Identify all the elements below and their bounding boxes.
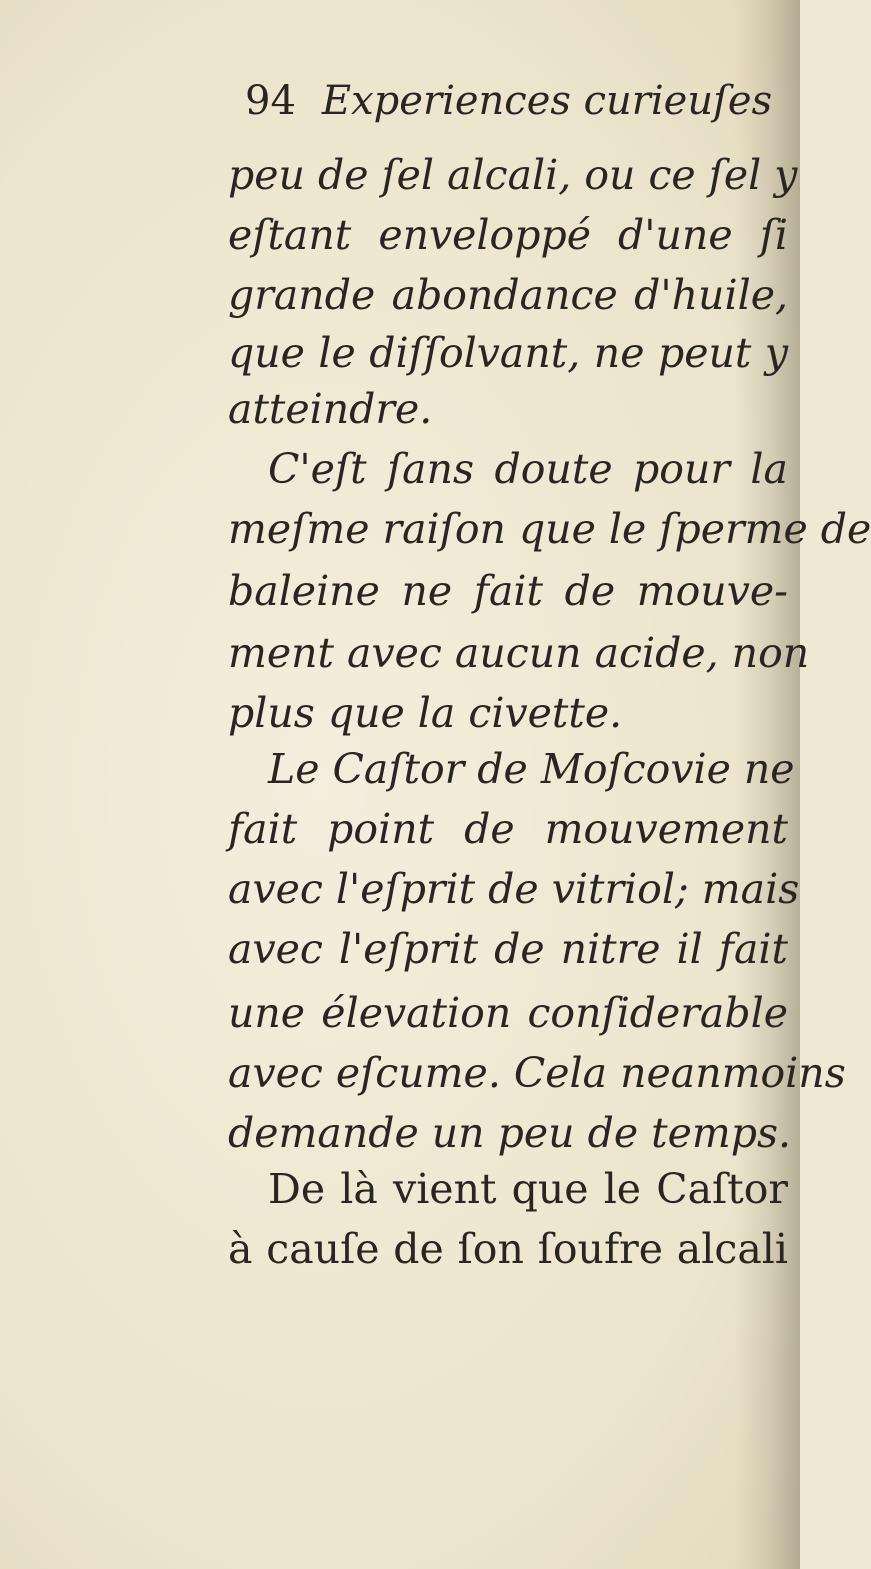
- page-header: [245, 78, 773, 138]
- text-line: eſtant enveloppé d'une ſi: [228, 211, 788, 259]
- text-line: une élevation conſiderable: [228, 989, 788, 1037]
- text-line: à cauſe de ſon ſoufre alcali: [228, 1225, 788, 1273]
- text-line: que le diſſolvant, ne peut y: [228, 329, 788, 377]
- text-line: De là vient que le Caſtor: [268, 1165, 788, 1213]
- text-line: fait point de mouvement: [228, 805, 788, 853]
- text-line: avec eſcume. Cela neanmoins: [228, 1049, 846, 1097]
- text-line: C'eſt ſans doute pour la: [268, 445, 788, 493]
- text-line: Le Caſtor de Moſcovie ne: [268, 745, 795, 793]
- text-line: ment avec aucun acide, non: [228, 629, 810, 677]
- text-line: demande un peu de temps.: [228, 1109, 792, 1157]
- text-line: meſme raiſon que le ſperme de: [228, 505, 871, 553]
- running-title: Experiences curieuſes: [321, 78, 773, 124]
- text-line: avec l'eſprit de nitre il fait: [228, 925, 788, 973]
- text-line: baleine ne fait de mouve-: [228, 567, 788, 615]
- text-line: grande abondance d'huile,: [228, 271, 788, 319]
- text-line: peu de ſel alcali, ou ce ſel y: [228, 151, 798, 199]
- text-line: avec l'eſprit de vitriol; mais: [228, 865, 800, 913]
- text-line: atteindre.: [228, 385, 433, 433]
- page-number: 94: [245, 78, 296, 124]
- text-line: plus que la civette.: [228, 689, 623, 737]
